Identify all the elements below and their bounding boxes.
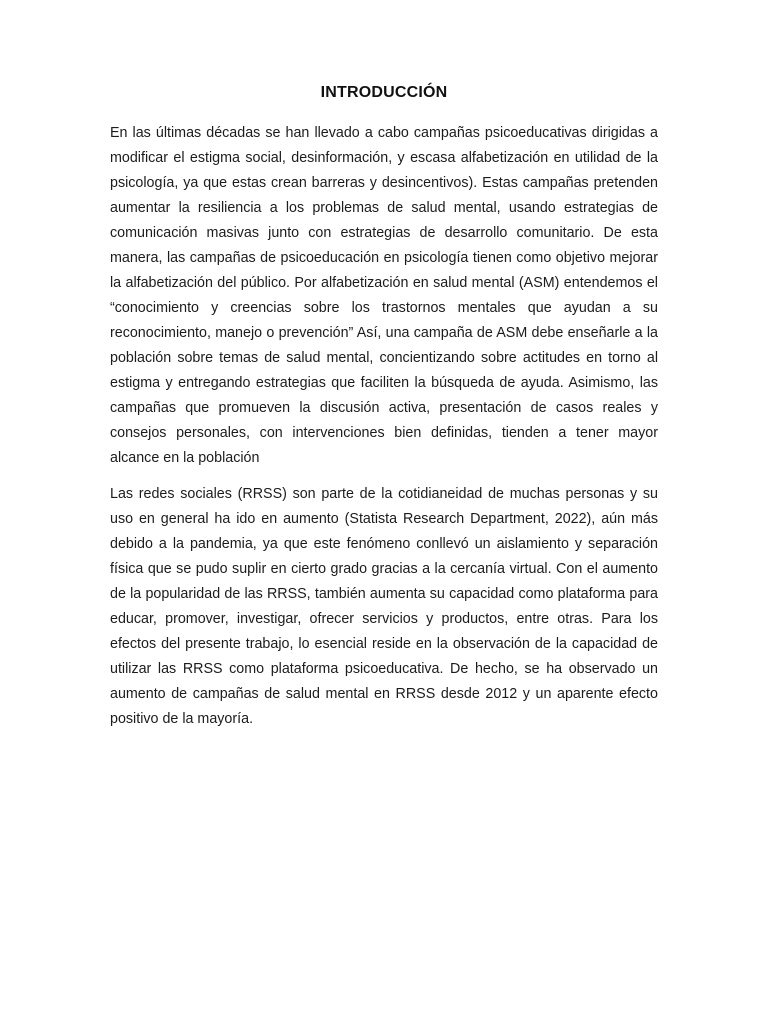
document-body [110, 121, 658, 732]
paragraph-1: En las últimas décadas se han llevado a cabo campañas psicoeducativas dirigidas a modificar el estigma social, desinformación, y escasa alfabetización en utilidad de la psicología, ya que estas crean barreras y desincentivos). Estas campañas pretenden aumentar la resiliencia a los problemas de salud mental, usando estrategias de comunicación masivas junto con estrategias de desarrollo comunitario. De esta manera, las campañas de psicoeducación en psicología tienen como objetivo mejorar la alfabetización del público. Por alfabetización en salud mental (ASM) entendemos el “conocimiento y creencias sobre los trastornos mentales que ayudan a su reconocimiento, manejo o prevención” Así, una campaña de ASM debe enseñarle a la población sobre temas de salud mental, concientizando sobre actitudes en torno al estigma y entregando estrategias que faciliten la búsqueda de ayuda. Asimismo, las campañas que promueven la discusión activa, presentación de casos reales y consejos personales, con intervenciones bien definidas, tienden a tener mayor alcance en la población [110, 125, 658, 466]
paragraph-2: Las redes sociales (RRSS) son parte de la cotidianeidad de muchas personas y su uso en general ha ido en aumento (Statista Research Department, 2022), aún más debido a la pandemia, ya que este fenómeno conllevó un aislamiento y separación física que se pudo suplir en cierto grado gracias a la cercanía virtual. Con el aumento de la popularidad de las RRSS, también aumenta su capacidad como plataforma para educar, promover, investigar, ofrecer servicios y productos, entre otras. Para los efectos del presente trabajo, lo esencial reside en la observación de la capacidad de utilizar las RRSS como plataforma psicoeducativa. De hecho, se ha observado un aumento de campañas de salud mental en RRSS desde 2012 y un aparente efecto positivo de la mayoría. [110, 486, 658, 727]
document-title: INTRODUCCIÓN [320, 84, 448, 101]
